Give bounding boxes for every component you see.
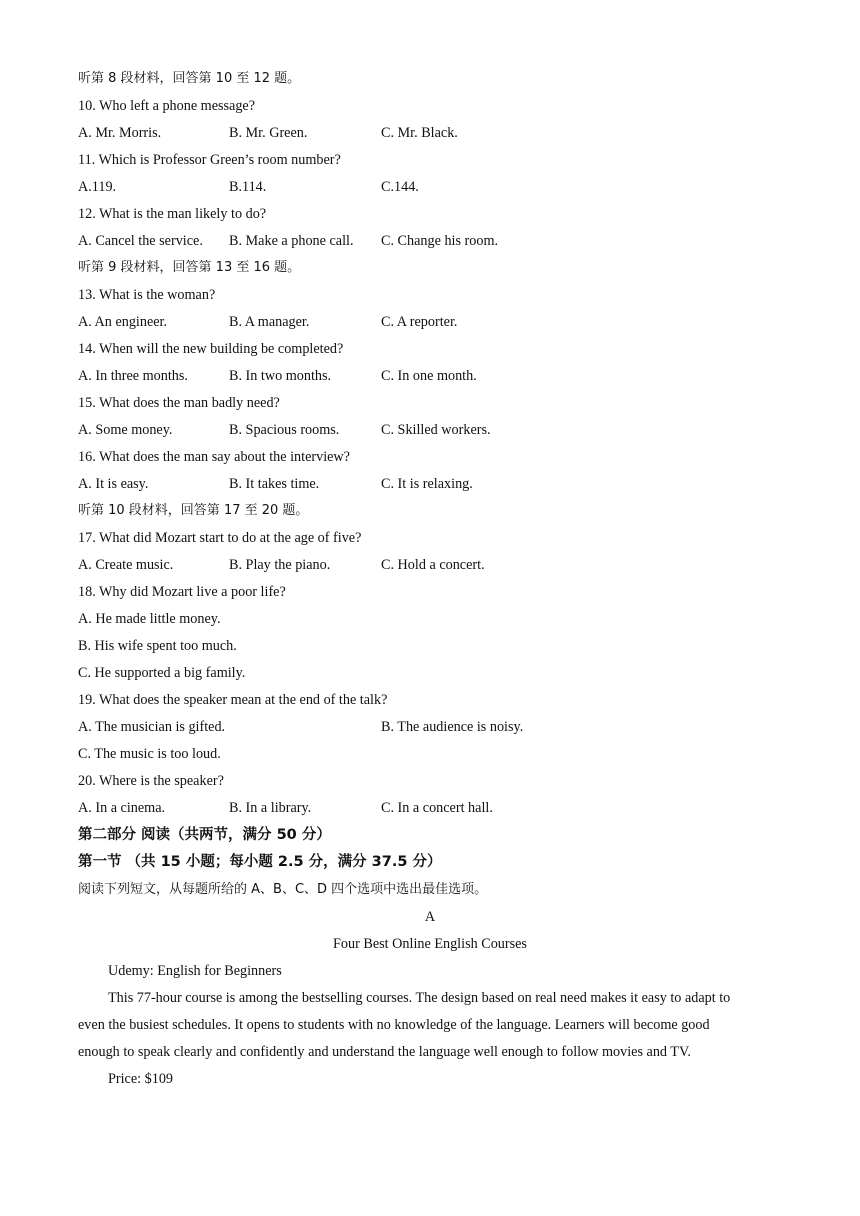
question-14-option-c: C. In one month. — [381, 368, 477, 384]
question-10-stem: 10. Who left a phone message? — [78, 98, 256, 114]
section-one-heading: 第一节 （共 15 小题；每小题 2.5 分，满分 37.5 分） — [78, 854, 442, 870]
question-18-stem: 18. Why did Mozart live a poor life? — [78, 584, 286, 600]
question-13-option-b: B. A manager. — [229, 314, 310, 330]
section-10-instruction: 听第 10 段材料，回答第 17 至 20 题。 — [78, 503, 309, 518]
question-17-option-c: C. Hold a concert. — [381, 557, 485, 573]
question-16-stem: 16. What does the man say about the interview? — [78, 449, 350, 465]
question-10-option-a: A. Mr. Morris. — [78, 125, 162, 141]
course-name: Udemy: English for Beginners — [108, 963, 282, 979]
question-17-option-a: A. Create music. — [78, 557, 174, 573]
question-19-option-b: B. The audience is noisy. — [381, 719, 524, 735]
section-8-instruction: 听第 8 段材料，回答第 10 至 12 题。 — [78, 71, 301, 86]
question-14-stem: 14. When will the new building be completed? — [78, 341, 344, 357]
question-10-option-c: C. Mr. Black. — [381, 125, 458, 141]
question-11-option-a: A.119. — [78, 179, 117, 195]
question-15-option-b: B. Spacious rooms. — [229, 422, 340, 438]
question-13-option-c: C. A reporter. — [381, 314, 458, 330]
question-14-option-a: A. In three months. — [78, 368, 188, 384]
question-12-option-b: B. Make a phone call. — [229, 233, 354, 249]
part-two-heading: 第二部分 阅读（共两节，满分 50 分） — [78, 827, 331, 843]
question-18-option-c: C. He supported a big family. — [78, 665, 246, 681]
course-body-line: This 77-hour course is among the bestselling courses. The design based on real need makes it easy to adapt to — [108, 990, 731, 1006]
question-12-option-c: C. Change his room. — [381, 233, 499, 249]
question-15-option-a: A. Some money. — [78, 422, 173, 438]
course-body-line: enough to speak clearly and confidently and understand the language well enough to follow movies and TV. — [78, 1044, 691, 1060]
question-19-option-c: C. The music is too loud. — [78, 746, 221, 762]
question-11-option-b: B.114. — [229, 179, 267, 195]
question-13-stem: 13. What is the woman? — [78, 287, 216, 303]
question-16-option-b: B. It takes time. — [229, 476, 320, 492]
course-body-line: even the busiest schedules. It opens to students with no knowledge of the language. Learners will become good — [78, 1017, 710, 1033]
question-17-stem: 17. What did Mozart start to do at the age of five? — [78, 530, 362, 546]
question-15-stem: 15. What does the man badly need? — [78, 395, 280, 411]
question-18-option-b: B. His wife spent too much. — [78, 638, 237, 654]
question-11-option-c: C.144. — [381, 179, 419, 195]
question-18-option-a: A. He made little money. — [78, 611, 221, 627]
question-20-option-c: C. In a concert hall. — [381, 800, 493, 816]
question-16-option-c: C. It is relaxing. — [381, 476, 473, 492]
question-14-option-b: B. In two months. — [229, 368, 332, 384]
question-20-stem: 20. Where is the speaker? — [78, 773, 224, 789]
section-9-instruction: 听第 9 段材料，回答第 13 至 16 题。 — [78, 260, 301, 275]
question-11-stem: 11. Which is Professor Green’s room number? — [78, 152, 341, 168]
question-12-stem: 12. What is the man likely to do? — [78, 206, 267, 222]
course-price: Price: $109 — [108, 1071, 174, 1087]
question-19-stem: 19. What does the speaker mean at the end of the talk? — [78, 692, 388, 708]
question-15-option-c: C. Skilled workers. — [381, 422, 491, 438]
question-20-option-b: B. In a library. — [229, 800, 312, 816]
question-20-option-a: A. In a cinema. — [78, 800, 166, 816]
question-17-option-b: B. Play the piano. — [229, 557, 331, 573]
question-19-option-a: A. The musician is gifted. — [78, 719, 226, 735]
passage-letter: A — [424, 909, 436, 925]
passage-title: Four Best Online English Courses — [333, 936, 527, 952]
reading-instruction: 阅读下列短文，从每题所给的 A、B、C、D 四个选项中选出最佳选项。 — [78, 882, 488, 897]
question-13-option-a: A. An engineer. — [78, 314, 168, 330]
question-16-option-a: A. It is easy. — [78, 476, 149, 492]
question-10-option-b: B. Mr. Green. — [229, 125, 308, 141]
question-12-option-a: A. Cancel the service. — [78, 233, 203, 249]
